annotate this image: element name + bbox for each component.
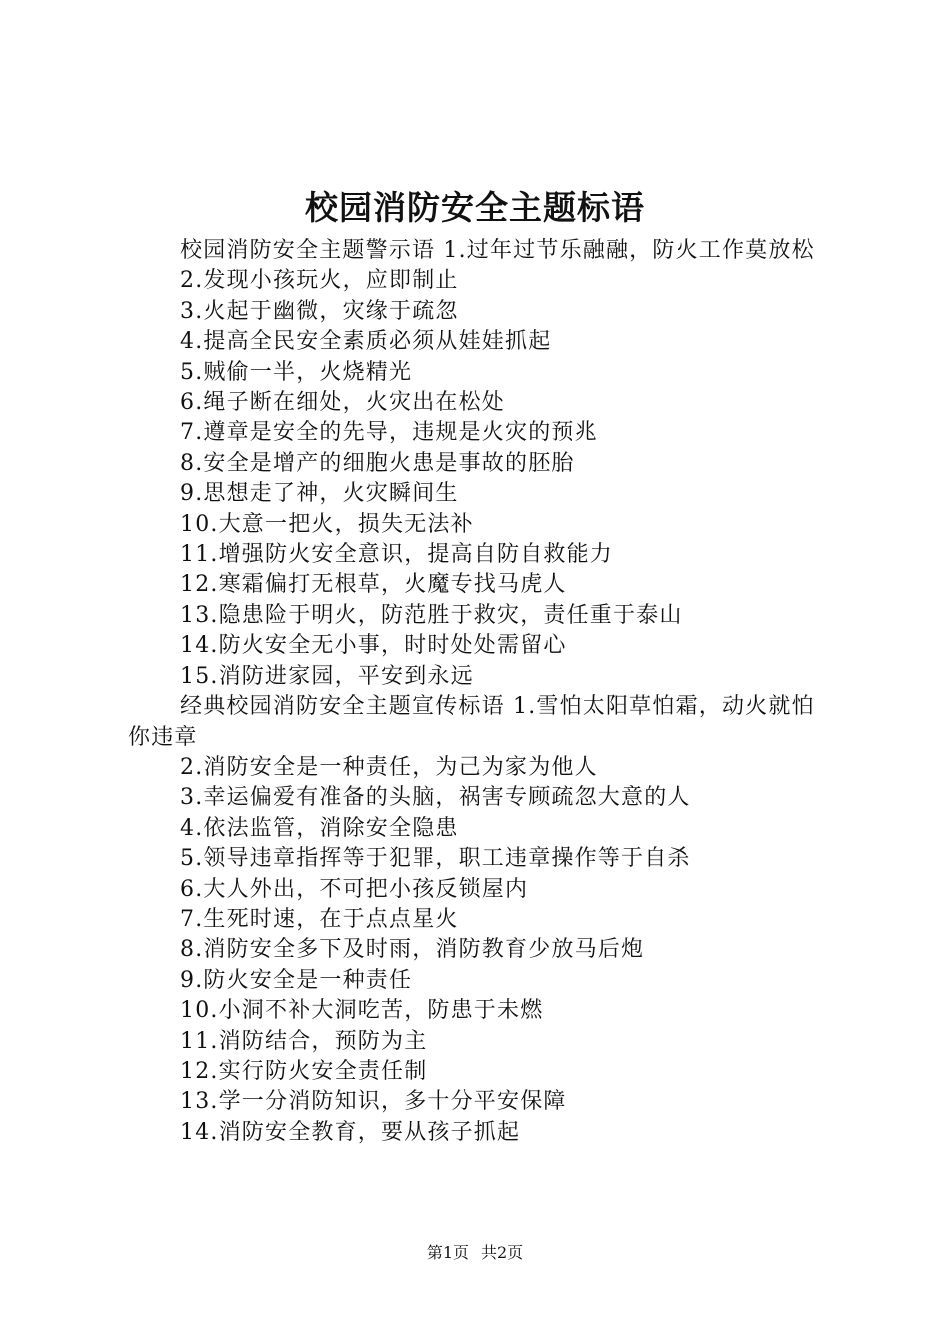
- list-item: 6.绳子断在细处，火灾出在松处: [180, 390, 505, 416]
- list-item: 15.消防进家园，平安到永远: [180, 663, 474, 689]
- list-item: 12.实行防火安全责任制: [180, 1058, 428, 1084]
- section2-intro: 经典校园消防安全主题宣传标语 1.雪怕太阳草怕霜，动火就怕你违章: [128, 694, 815, 750]
- list-item: 4.依法监管，消除安全隐患: [180, 815, 459, 841]
- list-item: 12.寒霜偏打无根草，火魔专找马虎人: [180, 572, 567, 598]
- section1-list: [128, 266, 832, 692]
- list-item: 7.生死时速，在于点点星火: [180, 906, 459, 932]
- list-item: 9.思想走了神，火灾瞬间生: [180, 481, 459, 507]
- list-item: 10.小洞不补大洞吃苦，防患于未燃: [180, 998, 544, 1024]
- list-item: 14.消防安全教育，要从孩子抓起: [180, 1119, 521, 1145]
- list-item: 10.大意一把火，损失无法补: [180, 511, 474, 537]
- list-item: 8.安全是增产的细胞火患是事故的胚胎: [180, 450, 575, 476]
- list-item: 3.火起于幽微，灾缘于疏忽: [180, 298, 459, 324]
- list-item: 2.消防安全是一种责任，为己为家为他人: [180, 754, 598, 780]
- list-item: 2.发现小孩玩火，应即制止: [180, 268, 459, 294]
- list-item: 11.消防结合，预防为主: [180, 1028, 428, 1054]
- list-item: 14.防火安全无小事，时时处处需留心: [180, 633, 567, 659]
- page-total: 共2页: [481, 1243, 524, 1262]
- section2-list: [128, 753, 832, 1148]
- list-item: 5.贼偷一半，火烧精光: [180, 359, 413, 385]
- list-item: 8.消防安全多下及时雨，消防教育少放马后炮: [180, 937, 645, 963]
- list-item: 6.大人外出，不可把小孩反锁屋内: [180, 876, 529, 902]
- list-item: 13.隐患险于明火，防范胜于救灾，责任重于泰山: [180, 602, 683, 628]
- list-item: 13.学一分消防知识，多十分平安保障: [180, 1089, 567, 1115]
- list-item: 9.防火安全是一种责任: [180, 967, 413, 993]
- list-item: 4.提高全民安全素质必须从娃娃抓起: [180, 329, 552, 355]
- page-footer: [0, 1242, 950, 1264]
- list-item: 11.增强防火安全意识，提高自防自救能力: [180, 542, 613, 568]
- list-item: 5.领导违章指挥等于犯罪，职工违章操作等于自杀: [180, 846, 691, 872]
- section1-intro: 校园消防安全主题警示语 1.过年过节乐融融，防火工作莫放松: [180, 238, 815, 263]
- document-title: 校园消防安全主题标语: [305, 188, 645, 227]
- page-number: 第1页: [426, 1243, 469, 1262]
- document-body: [128, 236, 832, 1148]
- list-item: 7.遵章是安全的先导，违规是火灾的预兆: [180, 420, 598, 446]
- list-item: 3.幸运偏爱有准备的头脑，祸害专顾疏忽大意的人: [180, 785, 691, 811]
